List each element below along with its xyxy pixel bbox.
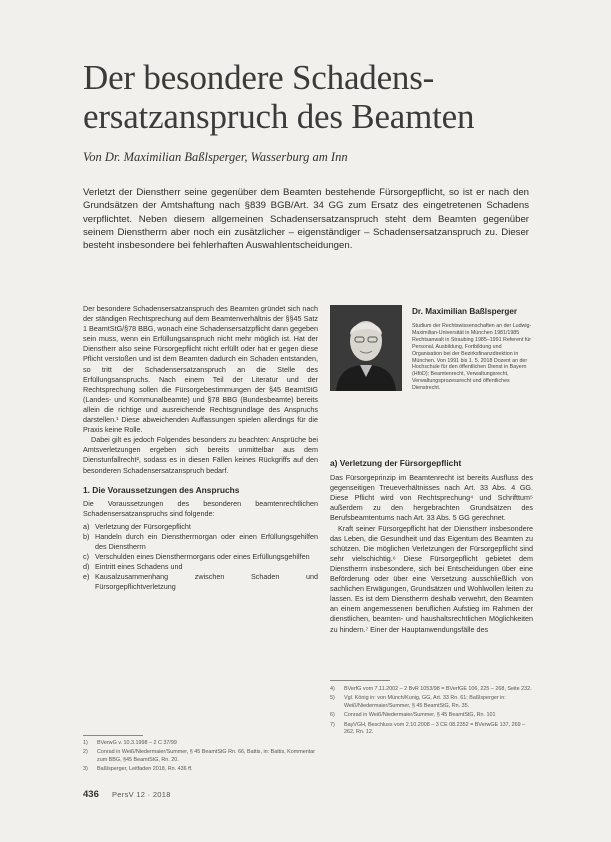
footnote xyxy=(330,686,533,693)
body-paragraph: Die Voraussetzungen des besonderen beamtenrechtlichen Schadensersatzanspruchs sind folgende: xyxy=(83,498,318,518)
footnote-number: 7) xyxy=(330,721,335,728)
footnote-text: Vgl. König in: von Münch/Kunig, GG, Art. 33 Rn. 61; Baßlsperger in: Weiß/Niedermaier/Summer, § 45 BeamtStG, Rn. 35. xyxy=(344,695,506,709)
list-marker: d) xyxy=(83,562,90,572)
page-number: 436 xyxy=(83,789,99,800)
journal-issue: PersV 12 · 2018 xyxy=(112,790,171,799)
list-item-text: Verschulden eines Dienstherrnorgans oder eines Erfüllungsgehilfen xyxy=(95,552,310,562)
list-item-text: Eintritt eines Schadens und xyxy=(95,562,183,572)
footnote-divider xyxy=(83,735,143,736)
bio-name: Dr. Maximilian Baßlsperger xyxy=(412,307,518,316)
section-heading: 1. Die Voraussetzungen des Anspruchs xyxy=(83,484,240,495)
footnote-number: 2) xyxy=(83,749,88,756)
title-line-1: Der besondere Schadens- xyxy=(83,58,435,97)
left-column xyxy=(83,304,318,593)
list-item xyxy=(83,552,318,562)
list-item xyxy=(83,532,318,552)
list-item-text: Handeln durch ein Dienstherrnorgan oder einen Erfüllungsgehilfen des Dienstherrn xyxy=(95,531,318,552)
body-paragraph: Dabei gilt es jedoch Folgendes besonders zu beachten: Ansprüche bei Amtsverletzungen ergeben sich bereits unmittelbar aus dem Dienstunfallrecht², sodass es in diesen Fällen keines Rückgriffs auf den besonderen Schadensersatzanspruch bedarf. xyxy=(83,435,318,475)
author-byline: Von Dr. Maximilian Baßlsperger, Wasserburg am Inn xyxy=(83,150,348,164)
list-item xyxy=(83,572,318,592)
list-item xyxy=(83,522,318,532)
footnote xyxy=(330,695,533,710)
footnote-text: BayVGH, Beschluss vom 2.10.2008 – 3 CE 08.2352 = BVerwGE 137, 269 – 262, Rn. 12. xyxy=(344,721,526,736)
requirements-list xyxy=(83,522,318,593)
right-footnotes xyxy=(330,686,533,738)
footnote-number: 5) xyxy=(330,695,335,702)
list-item xyxy=(83,562,318,572)
footnote-text: Conrad in Weiß/Niedermaier/Summer, § 45 BeamtStG, Rn. 101 xyxy=(344,712,496,719)
title-line-2: ersatzanspruch des Beamten xyxy=(83,97,475,136)
lead-paragraph: Verletzt der Dienstherr seine gegenüber dem Beamten bestehende Fürsorgepflicht, so ist er nach den Grundsätzen der Amtshaftung nach §839 BGB/Art. 34 GG zum Ersatz des eingetretenen Schadens verpflichtet. Neben diesem allgemeinen Schadensersatzanspruch steht dem Beamten gegenüber seinem Dienstherrn aber noch ein zusätzlicher – eigenständiger – Schadensersatzanspruch zu. Dieser besteht insbesondere bei fehlerhaften Auswahlentscheidungen. xyxy=(83,187,529,252)
footnote-text: BVerfG vom 7.11.2002 – 2 BvR 1053/98 = BVerfGE 106, 225 – 268, Seite 232. xyxy=(344,686,532,692)
bio-text: Studium der Rechtswissenschaften an der Ludwig-Maximilian-Universität in München 1981/1985 Rechtsanwalt in Straubing 1985–1991 Referent für Personal, Ausbildung, Fortbildung und Organisation bei der Bezirksfinanzdirektion in München. Von 1991 bis 1. 5. 2018 Dozent an der Hochschule für den öffentlichen Dienst in Bayern (HföD); Beamtenrecht, Verwaltungsrecht, Verwaltungsprozessrecht und öffentliches Dienstrecht. xyxy=(412,323,532,392)
left-footnotes xyxy=(83,740,318,776)
author-photo xyxy=(330,305,402,391)
body-paragraph: Der besondere Schadensersatzanspruch des Beamten gründet sich nach der ständigen Rechtsprechung auf dem Beamtenverhältnis der §§45 Satz 1 BeamtStG/§78 BBG, wonach eine Schadensersatzpflicht dann gegeben sein muss, wenn ein Erfüllungsanspruch nicht mehr möglich ist. Hat der Dienstherr also seine Fürsorgepflicht nicht erfüllt oder hat er gegen diese Pflicht verstoßen und ist dem Beamten dadurch ein Schaden entstanden, so tritt der Schadensersatzanspruch an die Stelle des Erfüllungsanspruchs. Nach einem Teil der Literatur und der Rechtsprechung sollen die Fürsorgebestimmungen der §45 BeamtStG (Landes- und Kommunalbeamte) und §78 BBG (Bundesbeamte) bereits allein die richtige und ausreichende Rechtsgrundlage des Anspruchs darstellen.¹ Diese abweichenden Auffassungen spielen allerdings für die Praxis keine Rolle. xyxy=(83,304,318,435)
footnote xyxy=(83,740,318,747)
footnote-number: 6) xyxy=(330,712,335,719)
footnote-number: 3) xyxy=(83,766,88,773)
list-item-text: Kausalzusammenhang zwischen Schaden und Fürsorgepflichtverletzung xyxy=(95,572,318,592)
footnote-text: BVerwG v. 10.3.1998 – 2 C 37/99 xyxy=(97,740,177,746)
footnote-text: Conrad in Weiß/Niedermaier/Summer, § 45 BeamtStG Rn. 66, Battis, in: Battis, Kommentar zum BBG, §45 BeamtStG, Rn. 20. xyxy=(97,749,316,763)
footnote-number: 1) xyxy=(83,740,88,746)
list-marker: c) xyxy=(83,552,89,562)
footnote xyxy=(83,749,318,764)
footnote xyxy=(330,722,533,737)
right-column xyxy=(330,458,533,635)
section-heading: a) Verletzung der Fürsorgepflicht xyxy=(330,458,462,468)
footnote-text: Baßlsperger, Leitfaden 2018, Rn. 436 ff. xyxy=(97,766,193,773)
footnote xyxy=(83,766,318,773)
list-marker: b) xyxy=(83,531,90,541)
footnote xyxy=(330,712,533,719)
list-marker: e) xyxy=(83,572,90,582)
body-paragraph: Kraft seiner Fürsorgepflicht hat der Dienstherr insbesondere das Leben, die Gesundheit und das Eigentum des Beamten zu schützen. Die möglichen Verletzungen der Fürsorgepflicht sind sehr vielschichtig.⁶ Diese Fürsorgepflicht gebietet dem Dienstherrn insbesondere, sich bei Entscheidungen über eine Beförderung oder über eine Versetzung ausschließlich von sachlichen Erwägungen, Grundsätzen und Wohlwollen leiten zu lassen. Es ist dem Dienstherrn deshalb verwehrt, den Beamten an einem angemessenen beruflichen Aufstieg im Rahmen der dienstlichen, beamten- und haushaltsrechtlichen Möglichkeiten zu hindern.⁷ Einer der Hauptanwendungsfälle des xyxy=(330,523,533,634)
body-paragraph: Das Fürsorgeprinzip im Beamtenrecht ist bereits Ausfluss des gegenseitigen Treueverhältnisses nach Art. 33 Abs. 4 GG. Diese Pflicht wird von Rechtsprechung⁴ und Schrifttum⁵ außerdem zu den hergebrachten Grundsätzen des Berufsbeamtentums nach Art. 33 Abs. 5 GG gerechnet. xyxy=(330,473,533,523)
footnote-number: 4) xyxy=(330,686,335,692)
article-title xyxy=(83,58,553,136)
list-item-text: Verletzung der Fürsorgepflicht xyxy=(95,521,191,531)
footnote-divider xyxy=(330,680,390,681)
list-marker: a) xyxy=(83,521,90,531)
